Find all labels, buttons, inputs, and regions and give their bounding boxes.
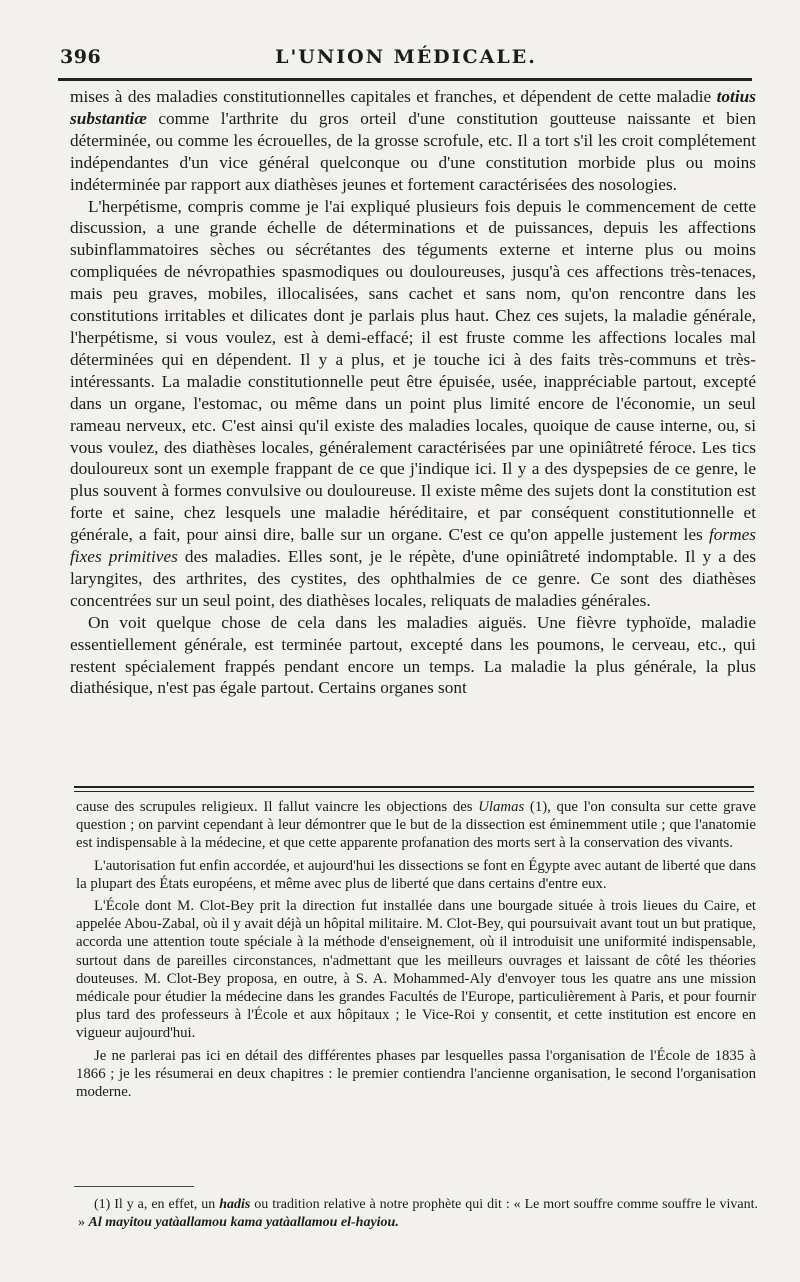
running-title: L'UNION MÉDICALE. [275,46,537,68]
note-paragraph-3: L'École dont M. Clot-Bey prit la direction fut installée dans une bourgade située à trois lieues du Caire, et appelée Abou-Zabal, où il y avait déjà un hôpital militaire. M. Clot-Bey, qui poursuivait avant tout un but pratique, accorda une attention toute spéciale à la méthode d'enseignement, où il introduisit une uniformité indispensable, surtout dans de pareilles circonstances, n'admettant que les meilleurs ouvrages et laissant de côté les théories douteuses. M. Clot-Bey proposa, en outre, à S. A. Mohammed-Aly d'envoyer tous les quatre ans une mission médicale pour étudier la médecine dans les grandes Facultés de l'Europe, particulièrement à Paris, et pour fournir plus tard des professeurs à l'École et aux hôpitaux ; le Vice-Roi y consentit, et cette institution est encore en vigueur aujourd'hui. [76,898,756,1042]
note-paragraph-4: Je ne parlerai pas ici en détail des différentes phases par lesquelles passa l'organisation de l'École de 1835 à 1866 ; je les résumerai en deux chapitres : le premier contiendra l'ancienne organisation, le second l'organisation moderne. [76,1047,756,1101]
paragraph-2: L'herpétisme, compris comme je l'ai expliqué plusieurs fois depuis le commencement de cette discussion, a une grande échelle de déterminations et de puissances, depuis les affections subinflammatoires sèches ou sécrétantes des téguments externe et interne plus ou moins compliquées de névropathies spasmodiques ou douloureuses, jusqu'à ces affections très-tenaces, mais peu graves, mobiles, illocalisées, sans cachet et sans nom, qu'on rencontre dans les constitutions irritables et dilicates dont je parlais plus haut. Chez ces sujets, la maladie générale, l'herpétisme, si vous voulez, est à demi-effacé; il est fruste comme les affections locales mal déterminées qui en dépendent. Il y a plus, et je touche ici à des faits très-communs et très-intéressants. La maladie constitutionnelle peut être épuisée, usée, inappréciable partout, excepté dans un organe, l'estomac, ou même dans un point plus limité encore de l'économie, un seul rameau nerveux, etc. C'est ainsi qu'il existe des maladies locales, quoique de cause interne, ou, si vous voulez, des diathèses locales, généralement caractérisées par une opiniâtreté féroce. Les tics douloureux sont un exemple frappant de ce que j'indique ici. Il y a des dyspepsies de ce genre, le plus souvent à formes convulsive ou douloureuse. Il existe même des sujets dont la constitution est forte et saine, chez lesquels une maladie héréditaire, et par conséquent constitutionnelle et générale, a fait, pour ainsi dire, balle sur un organe. C'est ce qu'on appelle justement les formes fixes primitives des maladies. Elles sont, je le répète, d'une opiniâtreté indomptable. Il y a des laryngites, des arthrites, des cystites, des ophthalmies de ce genre. Ce sont des diathèses concentrées sur un seul point, des diathèses locales, reliquats de maladies générales. [70,196,756,610]
continued-article [76,798,756,1105]
paragraph-3: On voit quelque chose de cela dans les maladies aiguës. Une fièvre typhoïde, maladie essentiellement générale, est terminée partout, excepté dans les poumons, le cerveau, etc., qui restent spécialement frappés pendant encore un temps. La maladie la plus générale, la plus diathésique, n'est pas égale partout. Certains organes sont [70,612,756,698]
page-number: 396 [60,46,102,68]
note-paragraph-1: cause des scrupules religieux. Il fallut vaincre les objections des Ulamas (1), que l'on consulta sur cette grave question ; on parvint cependant à leur démontrer que le but de la dissection est éminemment utile ; que l'anatomie est indispensable à la médecine, et que cette apparente profanation des morts sert à la conservation des vivants. [76,799,756,852]
italic-phrase: formes fixes primitives [70,525,756,567]
section-divider [74,786,754,792]
main-text [70,86,756,699]
note-paragraph-2: L'autorisation fut enfin accordée, et aujourd'hui les dissections se font en Égypte avec autant de liberté que dans la plupart des États européens, et même avec plus de liberté que dans certains d'entre eux. [76,857,756,892]
latin-phrase: totius substantiæ [70,87,756,128]
paragraph-1: mises à des maladies constitutionnelles capitales et franches, et dépendent de cette maladie totius substantiæ comme l'arthrite du gros orteil d'une constitution goutteuse naissante et bien déterminée, ou comme les écrouelles, de la grosse scrofule, etc. Il a tort s'il les croit complétement indépendantes d'un vice général quelconque ou d'une constitution morbide plus ou moins indéterminée par rapport aux diathèses jeunes et fortement caractérisées des nosologies. [70,87,756,194]
page-header [60,40,752,76]
italic-term: Ulamas [478,799,525,815]
footnote-rule [74,1186,194,1187]
header-rule [58,78,752,81]
footnote: (1) Il y a, en effet, un hadis ou tradition relative à notre prophète qui dit : « Le mort souffre comme souffre le vivant. » Al mayitou yatàallamou kama yatàallamou el-hayiou. [78,1197,758,1230]
